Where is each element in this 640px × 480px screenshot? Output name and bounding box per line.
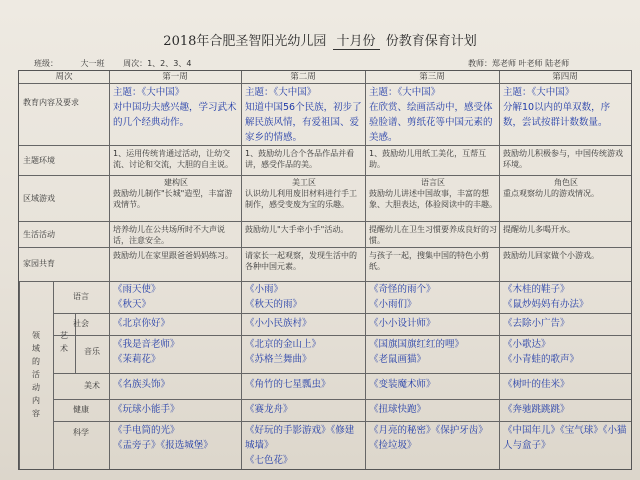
header-week-4: 第四周 (552, 72, 578, 82)
society-week-4: 《去除小广告》 (503, 318, 570, 329)
language-week-4: 《木桂的鞋子》 《鼠炒妈妈有办法》 (503, 284, 589, 310)
row-label-areas: 区域游戏 (23, 194, 55, 203)
goals-week-3: 主题：《大中国》 在欣赏、绘画活动中，感受体验脸谱、剪纸花等中国元素的美感。 (369, 87, 493, 143)
family-week-2: 请家长一起观察，发现生活中的各种中国元素。 (245, 251, 357, 271)
music-week-3: 《国旗国旗红红的哩》 《老鼠画猫》 (369, 339, 465, 365)
family-week-4: 鼓励幼儿回家做个小游戏。 (503, 251, 599, 260)
areas-week-4-title: 角色区 (554, 178, 578, 187)
domains-group-label: 领域的活动内容 (32, 331, 40, 418)
row-label-env: 主题环境 (23, 156, 55, 165)
goals-week-2: 主题：《大中国》 知道中国56个民族，初步了解民族风情，有爱祖国、爱家乡的情感。 (245, 87, 362, 143)
life-week-2: 鼓励幼儿"大手牵小手"活动。 (245, 225, 349, 234)
areas-week-4: 重点观察幼儿的游戏情况。 (503, 189, 599, 198)
music-week-1: 《我是音老师》 《茉莉花》 (113, 339, 180, 365)
header-week: 周次 (55, 72, 73, 82)
areas-week-3-title: 语言区 (421, 178, 445, 187)
areas-week-2-title: 美工区 (292, 178, 316, 187)
language-week-2: 《小雨》 《秋天的雨》 (245, 284, 303, 310)
teachers: 教师：郑老师 叶老师 陆老师 (468, 59, 570, 68)
science-week-3: 《月亮的秘密》《保护牙齿》 《捡垃圾》 (369, 425, 488, 451)
header-week-1: 第一周 (162, 72, 188, 82)
health-week-1: 《玩球小能手》 (113, 404, 180, 415)
row-label-family: 家园共育 (23, 259, 55, 268)
health-week-2: 《赛龙舟》 (245, 404, 293, 415)
science-week-4: 《中国年儿》《宝气球》《小猫人与盒子》 (503, 425, 627, 451)
language-week-3: 《奇怪的雨个》 《小雨们》 (369, 284, 436, 310)
title-suffix: 份教育保育计划 (385, 34, 477, 49)
domain-label-language: 语言 (73, 292, 89, 301)
society-week-3: 《小小设计师》 (369, 318, 436, 329)
env-week-3: 1、鼓励幼儿用纸工美化，互帮互助。 (369, 149, 487, 169)
domain-label-science: 科学 (73, 428, 89, 437)
areas-week-1: 鼓励幼儿制作"长城"造型，丰富游戏情节。 (113, 189, 233, 209)
health-week-3: 《扭球快跑》 (369, 404, 427, 415)
domain-label-music: 音乐 (84, 347, 100, 356)
arts-week-3: 《变装魔术师》 (369, 379, 436, 390)
society-week-1: 《北京你好》 (113, 318, 171, 329)
row-label-goals: 教育内容及要求 (23, 98, 79, 107)
family-week-3: 与孩子一起，搜集中国的特色小剪纸。 (369, 251, 489, 271)
society-week-2: 《小小民族村》 (245, 318, 312, 329)
areas-week-2: 认识幼儿利用废旧材料进行手工制作，感受变废为宝的乐趣。 (245, 189, 357, 209)
arts-week-2: 《角竹的七星瓢虫》 (245, 379, 331, 390)
env-week-4: 鼓励幼儿积极参与，中国传统游戏环境。 (503, 149, 623, 169)
page-title (0, 30, 640, 50)
music-week-2: 《北京的金山上》 《苏格兰舞曲》 (245, 339, 322, 365)
domain-label-health: 健康 (73, 405, 89, 414)
header-week-3: 第三周 (419, 72, 445, 82)
title-month: 十月份 (333, 30, 380, 50)
life-week-4: 提醒幼儿多喝开水。 (503, 225, 575, 234)
life-week-1: 培养幼儿在公共场所时不大声说话，注意安全。 (113, 225, 225, 245)
class-info (34, 58, 191, 69)
weeks-label: 周次：1、2、3、4 (123, 59, 192, 68)
env-week-2: 1、鼓励幼儿合个各品作品并看讲，感受作品的美。 (245, 149, 355, 169)
arts-week-1: 《名族头饰》 (113, 379, 171, 390)
family-week-1: 鼓励幼儿在家里跟爸爸妈妈练习。 (113, 251, 233, 260)
science-week-2: 《好玩的手影游戏》《修建城墙》 《七色花》 (245, 425, 355, 466)
plan-table (18, 70, 632, 470)
class-label: 班级： (34, 59, 58, 68)
env-week-1: 1、运用传统肯通过活动，让幼交流、讨论和交流，大胆的自主说。 (113, 149, 233, 169)
science-week-1: 《手电筒的光》 《盂旁子》《报选城堡》 (113, 425, 213, 451)
class-value: 大一班 (80, 59, 105, 68)
arts-week-4: 《树叶的佳米》 (503, 379, 570, 390)
row-label-life: 生活活动 (23, 230, 55, 239)
domain-label-arts: 美术 (84, 381, 100, 390)
goals-week-1: 主题：《大中国》 对中国功夫感兴趣，学习武术的几个经典动作。 (113, 87, 237, 128)
goals-week-4: 主题：《大中国》 分解10以内的单双数，序数，尝试按群计数数量。 (503, 87, 611, 128)
art-label: 艺术 (60, 331, 68, 353)
language-week-1: 《雨天使》 《秋天》 (113, 284, 161, 310)
areas-week-3: 鼓励幼儿讲述中国故事，丰富的想象、大胆表达，体验阅读中的丰趣。 (369, 189, 497, 209)
health-week-4: 《奔驰跳跳跳》 (503, 404, 570, 415)
life-week-3: 提醒幼儿在卫生习惯要养成良好的习惯。 (369, 225, 497, 245)
music-week-4: 《小歌达》 《小青蛙的歌声》 (503, 339, 580, 365)
domain-label-society: 社会 (73, 319, 89, 328)
header-week-2: 第二周 (290, 72, 316, 82)
areas-week-1-title: 建构区 (164, 178, 188, 187)
title-prefix: 2018年合肥圣智阳光幼儿园 (163, 34, 327, 49)
